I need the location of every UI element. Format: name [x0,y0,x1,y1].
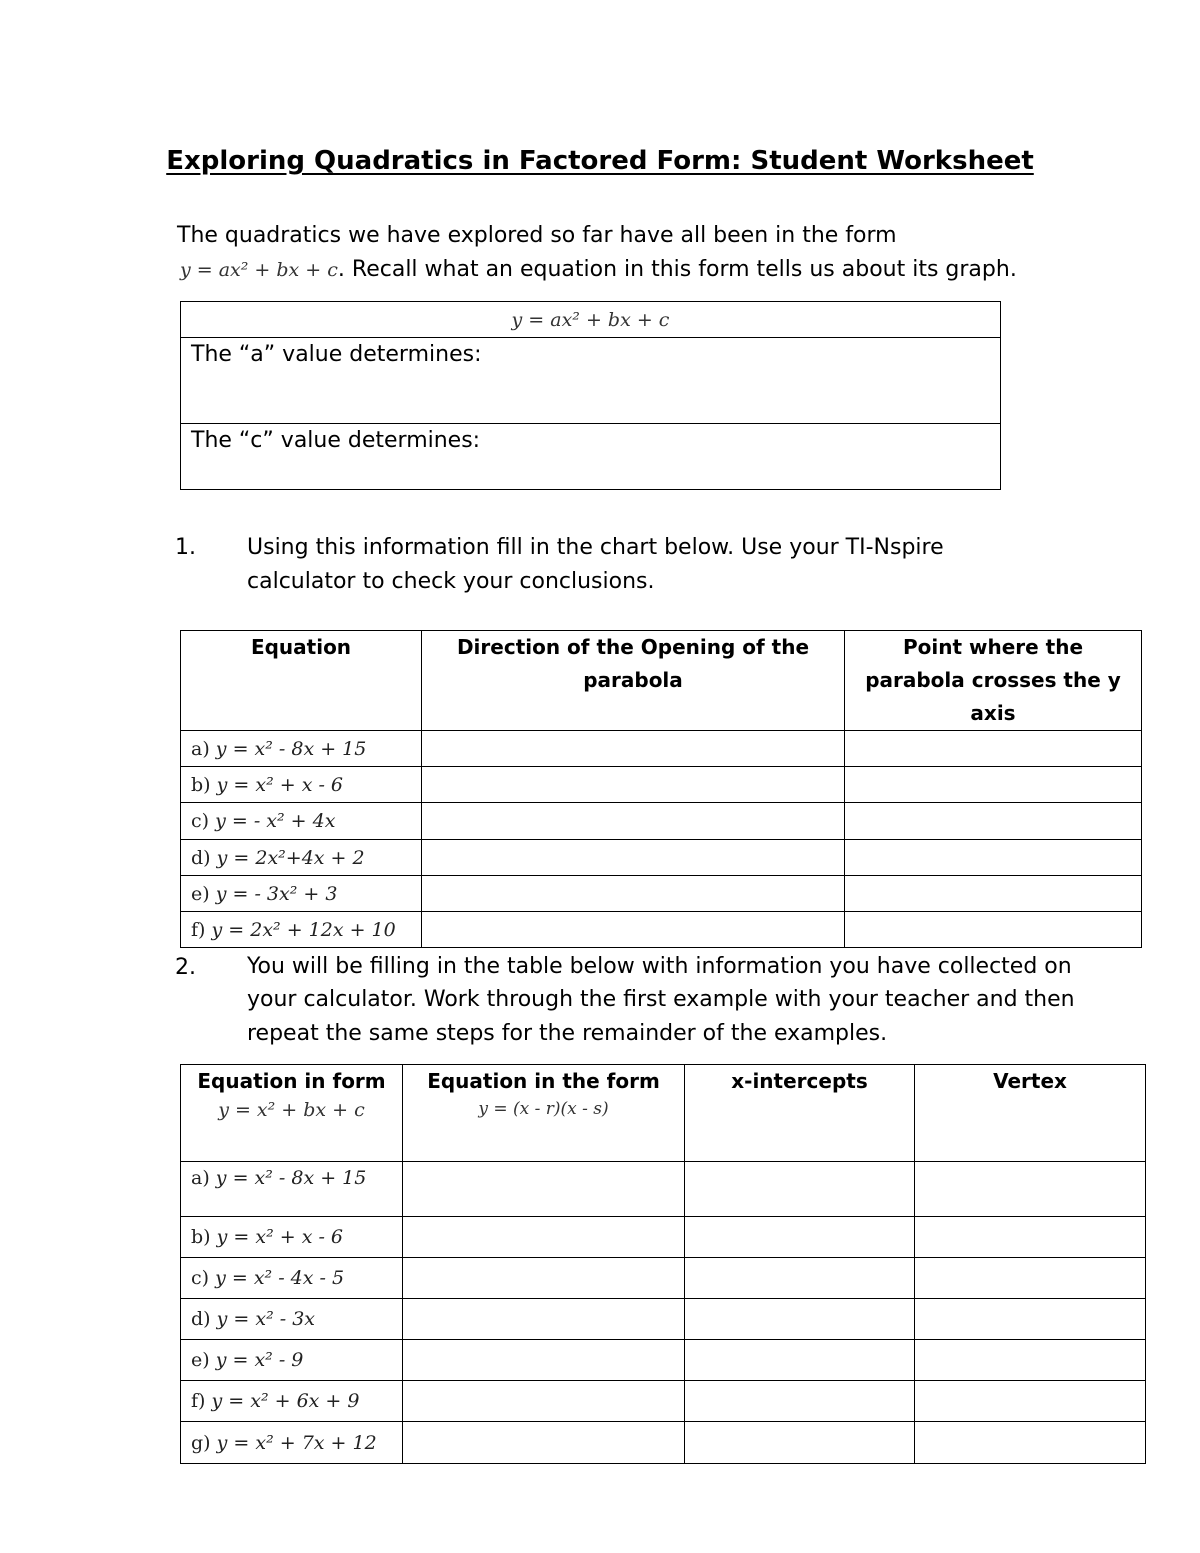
table-row [181,1217,1146,1258]
table-row [181,767,1142,803]
intro-line-1: The quadratics we have explored so far have all been in the form [177,223,897,248]
q1-direction-cell-c[interactable] [422,803,845,840]
question-1-text-line-2: calculator to check your conclusions. [247,569,655,594]
q1-equation-f: f) y = 2x² + 12x + 10 [181,912,422,948]
q1-y-intercept-cell-c[interactable] [845,803,1142,840]
question-1-number: 1. [175,535,196,560]
q2-equation-f: f) y = x² + 6x + 9 [181,1381,403,1422]
table-row [181,1258,1146,1299]
worksheet-title: Exploring Quadratics in Factored Form: Student Worksheet [166,146,1034,176]
question-2-text-line-1: You will be filling in the table below with information you have collected on [247,954,1072,979]
question-2-number: 2. [175,955,196,980]
q1-y-intercept-cell-a[interactable] [845,731,1142,767]
q1-y-intercept-cell-d[interactable] [845,840,1142,876]
table-row [181,912,1142,948]
q2-header-standard-form-math: y = x² + bx + c [218,1099,365,1121]
q2-header-factored-form-math: y = (x - r)(x - s) [478,1099,609,1119]
q2-x-intercepts-cell-e[interactable] [685,1340,915,1381]
question-1-table [180,630,1142,948]
question-2-text-line-2: your calculator. Work through the first example with your teacher and then [247,987,1075,1012]
q2-vertex-cell-e[interactable] [915,1340,1146,1381]
q1-y-intercept-cell-e[interactable] [845,876,1142,912]
intro-line-2 [180,253,1017,287]
q2-equation-b: b) y = x² + x - 6 [181,1217,403,1258]
q2-equation-c: c) y = x² - 4x - 5 [181,1258,403,1299]
q2-x-intercepts-cell-a[interactable] [685,1162,915,1217]
table-row [181,876,1142,912]
table-row [181,731,1142,767]
question-1-text-line-1: Using this information fill in the chart below. Use your TI-Nspire [247,535,944,560]
q2-header-x-intercepts: x-intercepts [685,1065,915,1162]
intro-standard-form: y = ax² + bx + c [180,259,338,281]
summary-table [180,301,1001,490]
q2-equation-a: a) y = x² - 8x + 15 [181,1162,403,1217]
q1-header-y-intercept: Point where the parabola crosses the y axis [845,631,1142,731]
q2-x-intercepts-cell-b[interactable] [685,1217,915,1258]
q2-x-intercepts-cell-f[interactable] [685,1381,915,1422]
table-row [181,1299,1146,1340]
c-value-label: The “c” value determines: [181,424,1001,490]
q2-x-intercepts-cell-g[interactable] [685,1422,915,1464]
q2-vertex-cell-g[interactable] [915,1422,1146,1464]
q2-vertex-cell-f[interactable] [915,1381,1146,1422]
q2-x-intercepts-cell-d[interactable] [685,1299,915,1340]
table-row [181,1422,1146,1464]
q2-vertex-cell-a[interactable] [915,1162,1146,1217]
q1-equation-e: e) y = - 3x² + 3 [181,876,422,912]
q1-direction-cell-e[interactable] [422,876,845,912]
question-2-table [180,1064,1146,1464]
table-row [181,1162,1146,1217]
q2-equation-d: d) y = x² - 3x [181,1299,403,1340]
table-row [181,1340,1146,1381]
q2-header-factored-form-label: Equation in the form [427,1069,660,1093]
q1-y-intercept-cell-f[interactable] [845,912,1142,948]
q2-x-intercepts-cell-c[interactable] [685,1258,915,1299]
q2-factored-cell-f[interactable] [403,1381,685,1422]
q2-header-standard-form [181,1065,403,1162]
q2-header-vertex: Vertex [915,1065,1146,1162]
q1-equation-c: c) y = - x² + 4x [181,803,422,840]
q2-factored-cell-a[interactable] [403,1162,685,1217]
q1-direction-cell-b[interactable] [422,767,845,803]
q2-factored-cell-g[interactable] [403,1422,685,1464]
q1-header-direction: Direction of the Opening of the parabola [422,631,845,731]
q1-equation-a: a) y = x² - 8x + 15 [181,731,422,767]
q1-header-equation: Equation [181,631,422,731]
q2-equation-e: e) y = x² - 9 [181,1340,403,1381]
q2-factored-cell-d[interactable] [403,1299,685,1340]
q1-direction-cell-f[interactable] [422,912,845,948]
q2-vertex-cell-d[interactable] [915,1299,1146,1340]
table-row [181,1381,1146,1422]
q2-factored-cell-c[interactable] [403,1258,685,1299]
table-row [181,803,1142,840]
q2-vertex-cell-c[interactable] [915,1258,1146,1299]
q2-factored-cell-e[interactable] [403,1340,685,1381]
q2-factored-cell-b[interactable] [403,1217,685,1258]
q2-equation-g: g) y = x² + 7x + 12 [181,1422,403,1464]
intro-recall-text: . Recall what an equation in this form tells us about its graph. [337,257,1017,282]
question-2-text-line-3: repeat the same steps for the remainder of the examples. [247,1021,888,1046]
q2-header-standard-form-label: Equation in form [197,1069,386,1093]
q1-direction-cell-d[interactable] [422,840,845,876]
q2-vertex-cell-b[interactable] [915,1217,1146,1258]
q2-header-factored-form [403,1065,685,1162]
q1-equation-d: d) y = 2x²+4x + 2 [181,840,422,876]
a-value-label: The “a” value determines: [181,338,1001,424]
table-row [181,840,1142,876]
q1-equation-b: b) y = x² + x - 6 [181,767,422,803]
summary-header: y = ax² + bx + c [181,302,1001,338]
q1-y-intercept-cell-b[interactable] [845,767,1142,803]
q1-direction-cell-a[interactable] [422,731,845,767]
